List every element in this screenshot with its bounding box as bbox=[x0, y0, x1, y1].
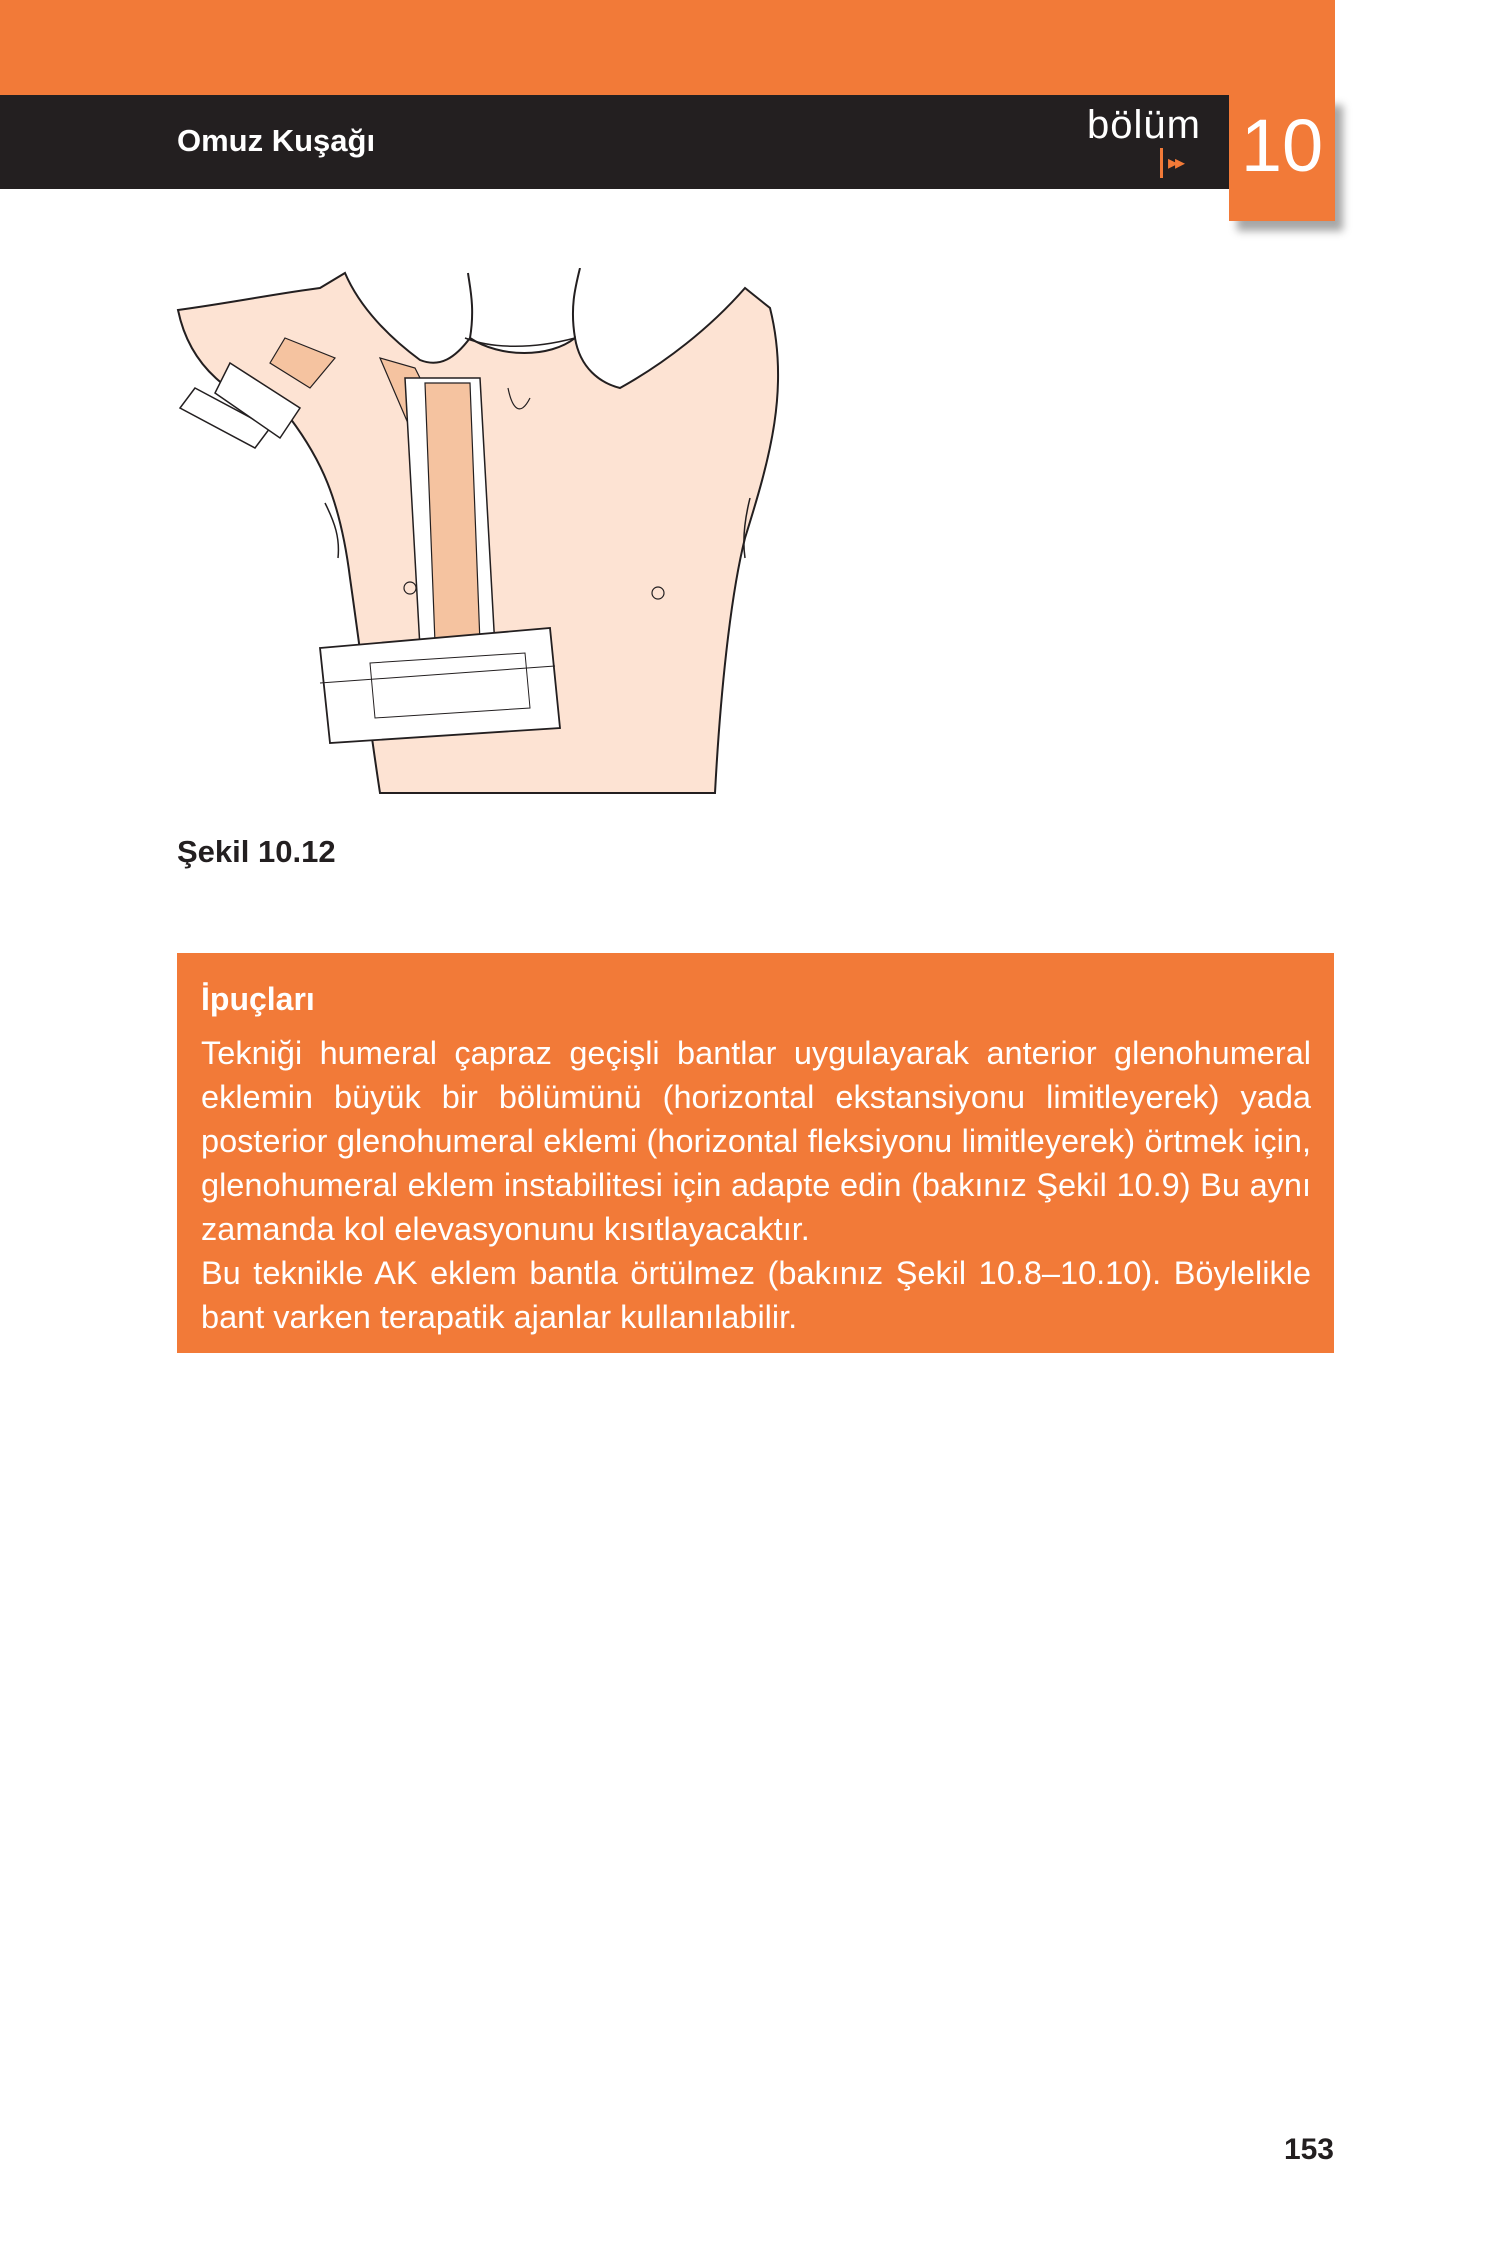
figure-caption: Şekil 10.12 bbox=[177, 834, 336, 869]
tips-title: İpuçları bbox=[201, 981, 315, 1017]
tips-paragraph: Tekniği humeral çapraz geçişli bantlar uygulayarak anterior glenohumeral eklemin büyük bir bölümünü (horizontal ekstansiyonu limitleyerek) yada posterior glenohumeral eklemi (horizontal fleksiyonu limitleyerek) örtmek için, glenohumeral eklem instabilitesi için adapte edin (bakınız Şekil 10.9) Bu aynı zamanda kol elevasyonunu kısıtlayacaktır. bbox=[201, 1035, 1311, 1247]
tips-paragraph: Bu teknikle AK eklem bantla örtülmez (bakınız Şekil 10.8–10.10). Böylelikle bant varken terapatik ajanlar kullanılabilir. bbox=[201, 1255, 1311, 1335]
chapter-number: 10 bbox=[1240, 104, 1324, 187]
vertical-tape-skin bbox=[425, 383, 480, 643]
tips-body bbox=[201, 1031, 1311, 1339]
chapter-label-separator bbox=[1160, 148, 1163, 178]
neck-outline bbox=[468, 268, 580, 338]
chapter-label: bölüm bbox=[1087, 103, 1201, 147]
fast-forward-icon: ▸▸ bbox=[1168, 152, 1183, 174]
page-number: 153 bbox=[1283, 2133, 1334, 2166]
top-orange-band bbox=[0, 0, 1335, 95]
chapter-tab bbox=[1229, 95, 1335, 221]
tips-box bbox=[177, 953, 1334, 1353]
horizontal-anchor-tape bbox=[320, 628, 560, 743]
taping-illustration bbox=[170, 268, 890, 798]
section-title: Omuz Kuşağı bbox=[177, 123, 376, 158]
